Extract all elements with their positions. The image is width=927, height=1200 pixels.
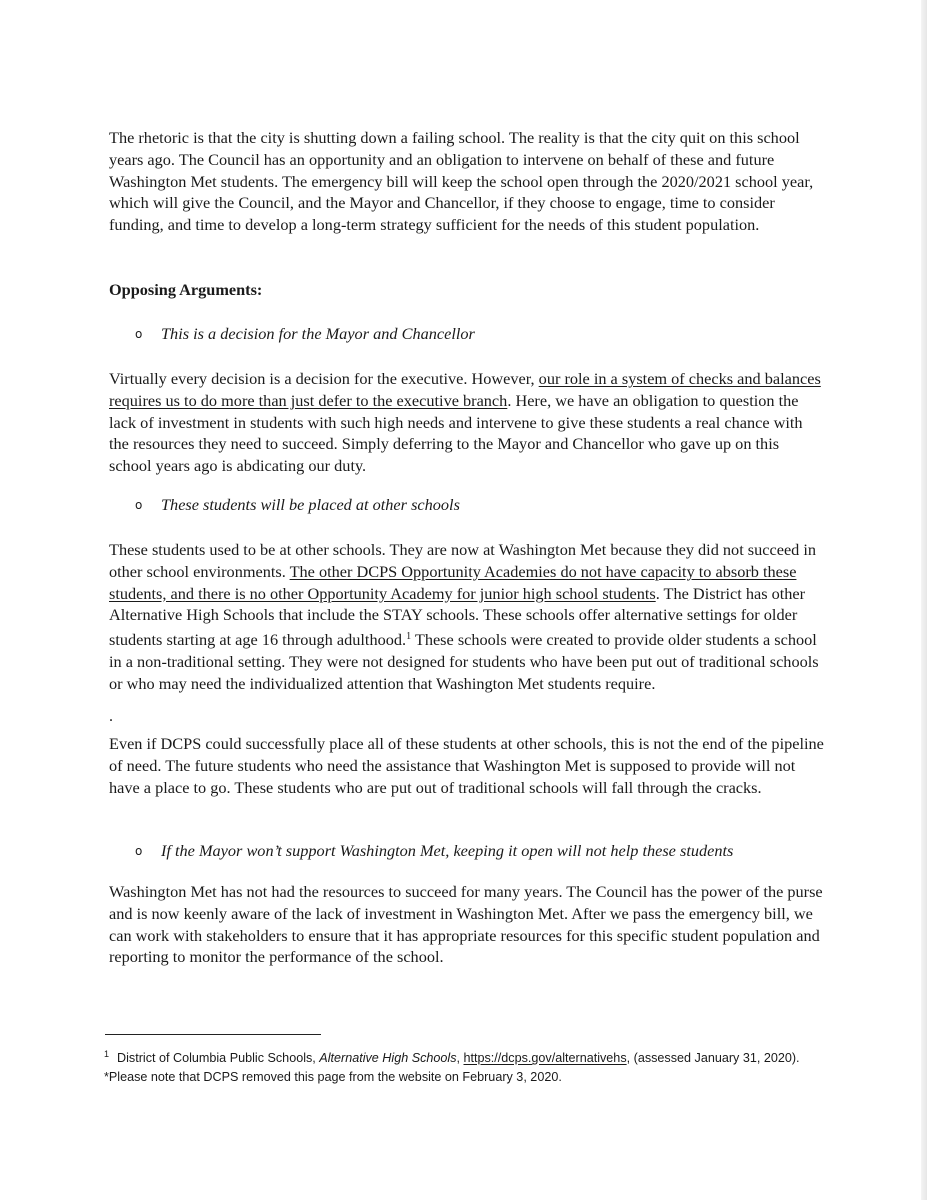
argument-2-underlined-text: The other DCPS Opportunity Academies do not have capacity to absorb these students, and there is no other Opportunity Academy for junior high school students [109, 561, 797, 603]
footnote-title: Alternative High Schools [319, 1051, 457, 1065]
argument-2-title-text: These students will be placed at other schools [161, 495, 460, 514]
footnote-reference: 1 [406, 631, 412, 643]
argument-1-text-end: . Here, we have an obligation to question the lack of investment in students with such high needs and intervene to give these students a real chance with the resources they need to succeed. Simply deferring to the Mayor and Chancellor who gave up on this school years ago is abdicating our duty. [109, 390, 803, 476]
footnote-number: 1 [104, 1049, 110, 1059]
argument-2-text-end: These schools were created to provide older students a school in a non-traditional setting. They were not designed for students who have been put out of traditional schools or who may need the individualized attention that Washington Met students require. [109, 630, 819, 693]
argument-1-title-text: This is a decision for the Mayor and Chancellor [161, 324, 475, 343]
argument-1-text-start: Virtually every decision is a decision for the executive. However, [109, 369, 539, 388]
footnote-note: , (assessed January 31, 2020). *Please note that DCPS removed this page from the website on February 3, 2020. [104, 1051, 800, 1084]
argument-2-paragraph-2: Even if DCPS could successfully place all of these students at other schools, this is not the end of the pipeline of need. The future students who need the assistance that Washington Met is supposed to provide will not have a place to go. These students who are put out of traditional schools will fall through the cracks. [109, 734, 824, 797]
intro-paragraph: The rhetoric is that the city is shutting down a failing school. The reality is that the city quit on this school years ago. The Council has an opportunity and an obligation to intervene on behalf of these and future Washington Met students. The emergency bill will keep the school open through the 2020/2021 school year, which will give the Council, and the Mayor and Chancellor, if they choose to engage, time to consider funding, and time to develop a long-term strategy sufficient for the needs of this student population. [109, 128, 814, 235]
argument-1-underlined-text: our role in a system of checks and balances requires us to do more than just defer to the executive branch [109, 369, 821, 410]
argument-2-text-start: These students used to be at other schools. They are now at Washington Met because they did not succeed in other school environments. [109, 540, 817, 581]
bullet-marker: o [135, 498, 143, 512]
argument-3-title [135, 841, 733, 861]
footnote-separator [105, 1034, 321, 1035]
scan-edge [921, 0, 927, 1200]
bullet-marker: o [135, 327, 143, 341]
footnote [104, 1045, 819, 1087]
footnote-separator-text: , [456, 1051, 464, 1065]
argument-2-text-middle: . The District has other Alternative High Schools that include the STAY schools. These schools offer alternative settings for older students starting at age 16 through adulthood. [109, 583, 806, 650]
argument-3-title-text: If the Mayor won’t support Washington Met, keeping it open will not help these students [161, 841, 734, 860]
argument-1-paragraph [109, 368, 824, 477]
argument-2-title [135, 495, 460, 515]
stray-mark: . [109, 708, 113, 725]
argument-1-title [135, 324, 475, 344]
bullet-marker: o [135, 844, 143, 858]
footnote-link[interactable]: https://dcps.gov/alternativehs [463, 1051, 627, 1065]
footnote-source: District of Columbia Public Schools, [117, 1051, 320, 1065]
opposing-arguments-heading: Opposing Arguments: [109, 280, 263, 299]
argument-2-paragraph-1 [109, 539, 824, 695]
argument-3-paragraph: Washington Met has not had the resources to succeed for many years. The Council has the power of the purse and is now keenly aware of the lack of investment in Washington Met. After we pass the emergency bill, we can work with stakeholders to ensure that it has appropriate resources for this specific student population and reporting to monitor the performance of the school. [109, 882, 823, 967]
